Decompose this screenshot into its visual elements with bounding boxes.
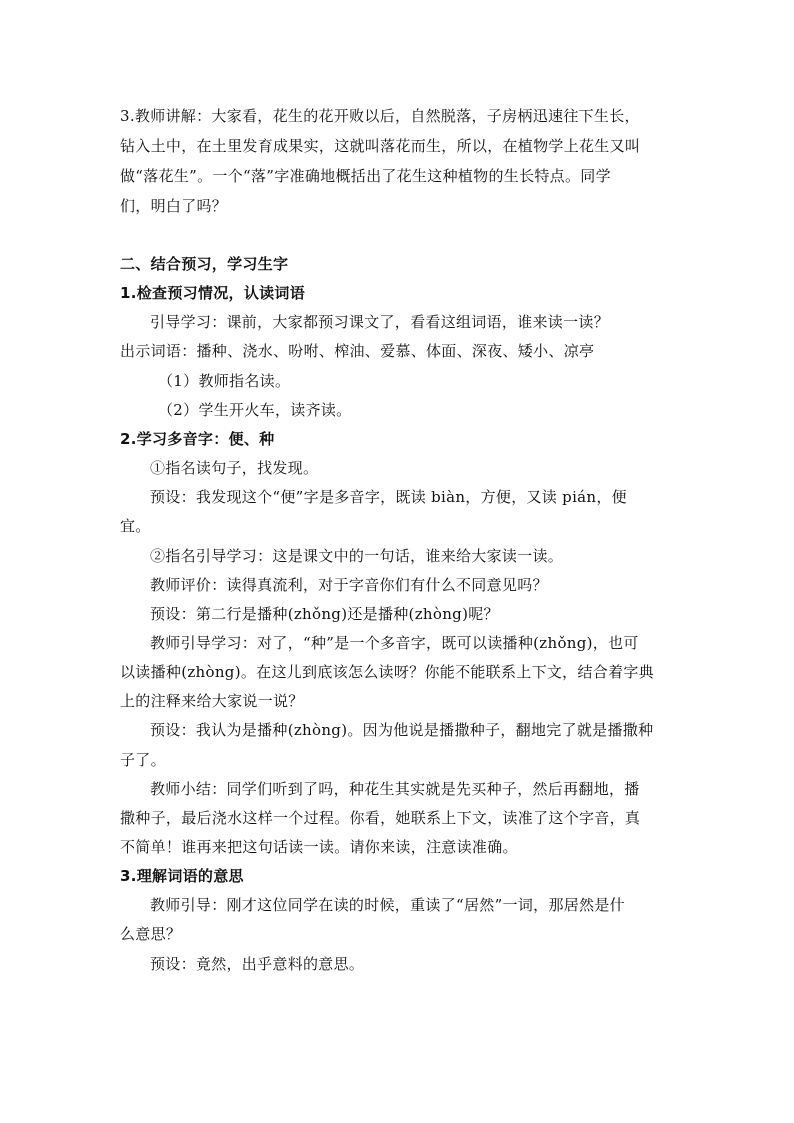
paragraph-line: 子了。 — [120, 751, 166, 769]
paragraph-line: 引导学习：课前，大家都预习课文了，看看这组词语，谁来读一读？ — [150, 313, 610, 331]
section-heading: 二、结合预习，学习生字 — [120, 255, 289, 273]
paragraph-line: 不简单！谁再来把这句话读一读。请你来读，注意读准确。 — [120, 838, 518, 856]
paragraph-line: 上的注释来给大家说一说？ — [120, 692, 304, 710]
list-item: （1）教师指名读。 — [158, 372, 291, 390]
paragraph-line: ①指名读句子，找发现。 — [150, 459, 319, 477]
list-item: （2）学生开火车，读齐读。 — [158, 401, 352, 419]
paragraph-line: 预设：竟然，出乎意料的意思。 — [150, 955, 365, 973]
paragraph-line: 教师引导：刚才这位同学在读的时候，重读了“居然”一词，那居然是什 — [150, 896, 625, 914]
paragraph-line: 教师小结：同学们听到了吗，种花生其实就是先买种子，然后再翻地，播 — [150, 780, 640, 798]
paragraph-line: 预设：我认为是播种(zhòng)。因为他说是播撒种子，翻地完了就是播撒种 — [150, 721, 654, 739]
paragraph-line: 以读播种(zhòng)。在这儿到底该怎么读呀？你能不能联系上下文，结合着字典 — [120, 663, 654, 681]
paragraph-line: 钻入土中，在土里发育成果实，这就叫落花而生，所以，在植物学上花生又叫 — [120, 137, 641, 155]
paragraph-line: 预设：我发现这个“便”字是多音字，既读 biàn，方便，又读 pián，便 — [150, 488, 627, 506]
subsection-heading: 3.理解词语的意思 — [120, 867, 244, 885]
paragraph-line: 宜。 — [120, 517, 151, 535]
subsection-heading: 1.检查预习情况，认读词语 — [120, 284, 306, 302]
paragraph-line: 出示词语：播种、浇水、吩咐、榨油、爱慕、体面、深夜、矮小、凉亭 — [120, 342, 595, 360]
paragraph-line: 们，明白了吗？ — [120, 197, 228, 215]
paragraph-line: 教师引导学习：对了，“种”是一个多音字，既可以读播种(zhǒng)，也可 — [150, 634, 639, 652]
paragraph-line: 做“落花生”。一个“落”字准确地概括出了花生这种植物的生长特点。同学 — [120, 167, 611, 185]
subsection-heading: 2.学习多音字：便、种 — [120, 430, 275, 448]
paragraph-line: 预设：第二行是播种(zhǒng)还是播种(zhòng)呢？ — [150, 605, 499, 623]
paragraph-line: 教师评价：读得真流利，对于字音你们有什么不同意见吗？ — [150, 576, 548, 594]
paragraph-line: 么意思？ — [120, 925, 182, 943]
paragraph-line: 3.教师讲解：大家看，花生的花开败以后，自然脱落，子房柄迅速往下生长， — [120, 107, 640, 125]
paragraph-line: 撒种子，最后浇水这样一个过程。你看，她联系上下文，读准了这个字音，真 — [120, 809, 641, 827]
paragraph-line: ②指名引导学习：这是课文中的一句话，谁来给大家读一读。 — [150, 547, 564, 565]
